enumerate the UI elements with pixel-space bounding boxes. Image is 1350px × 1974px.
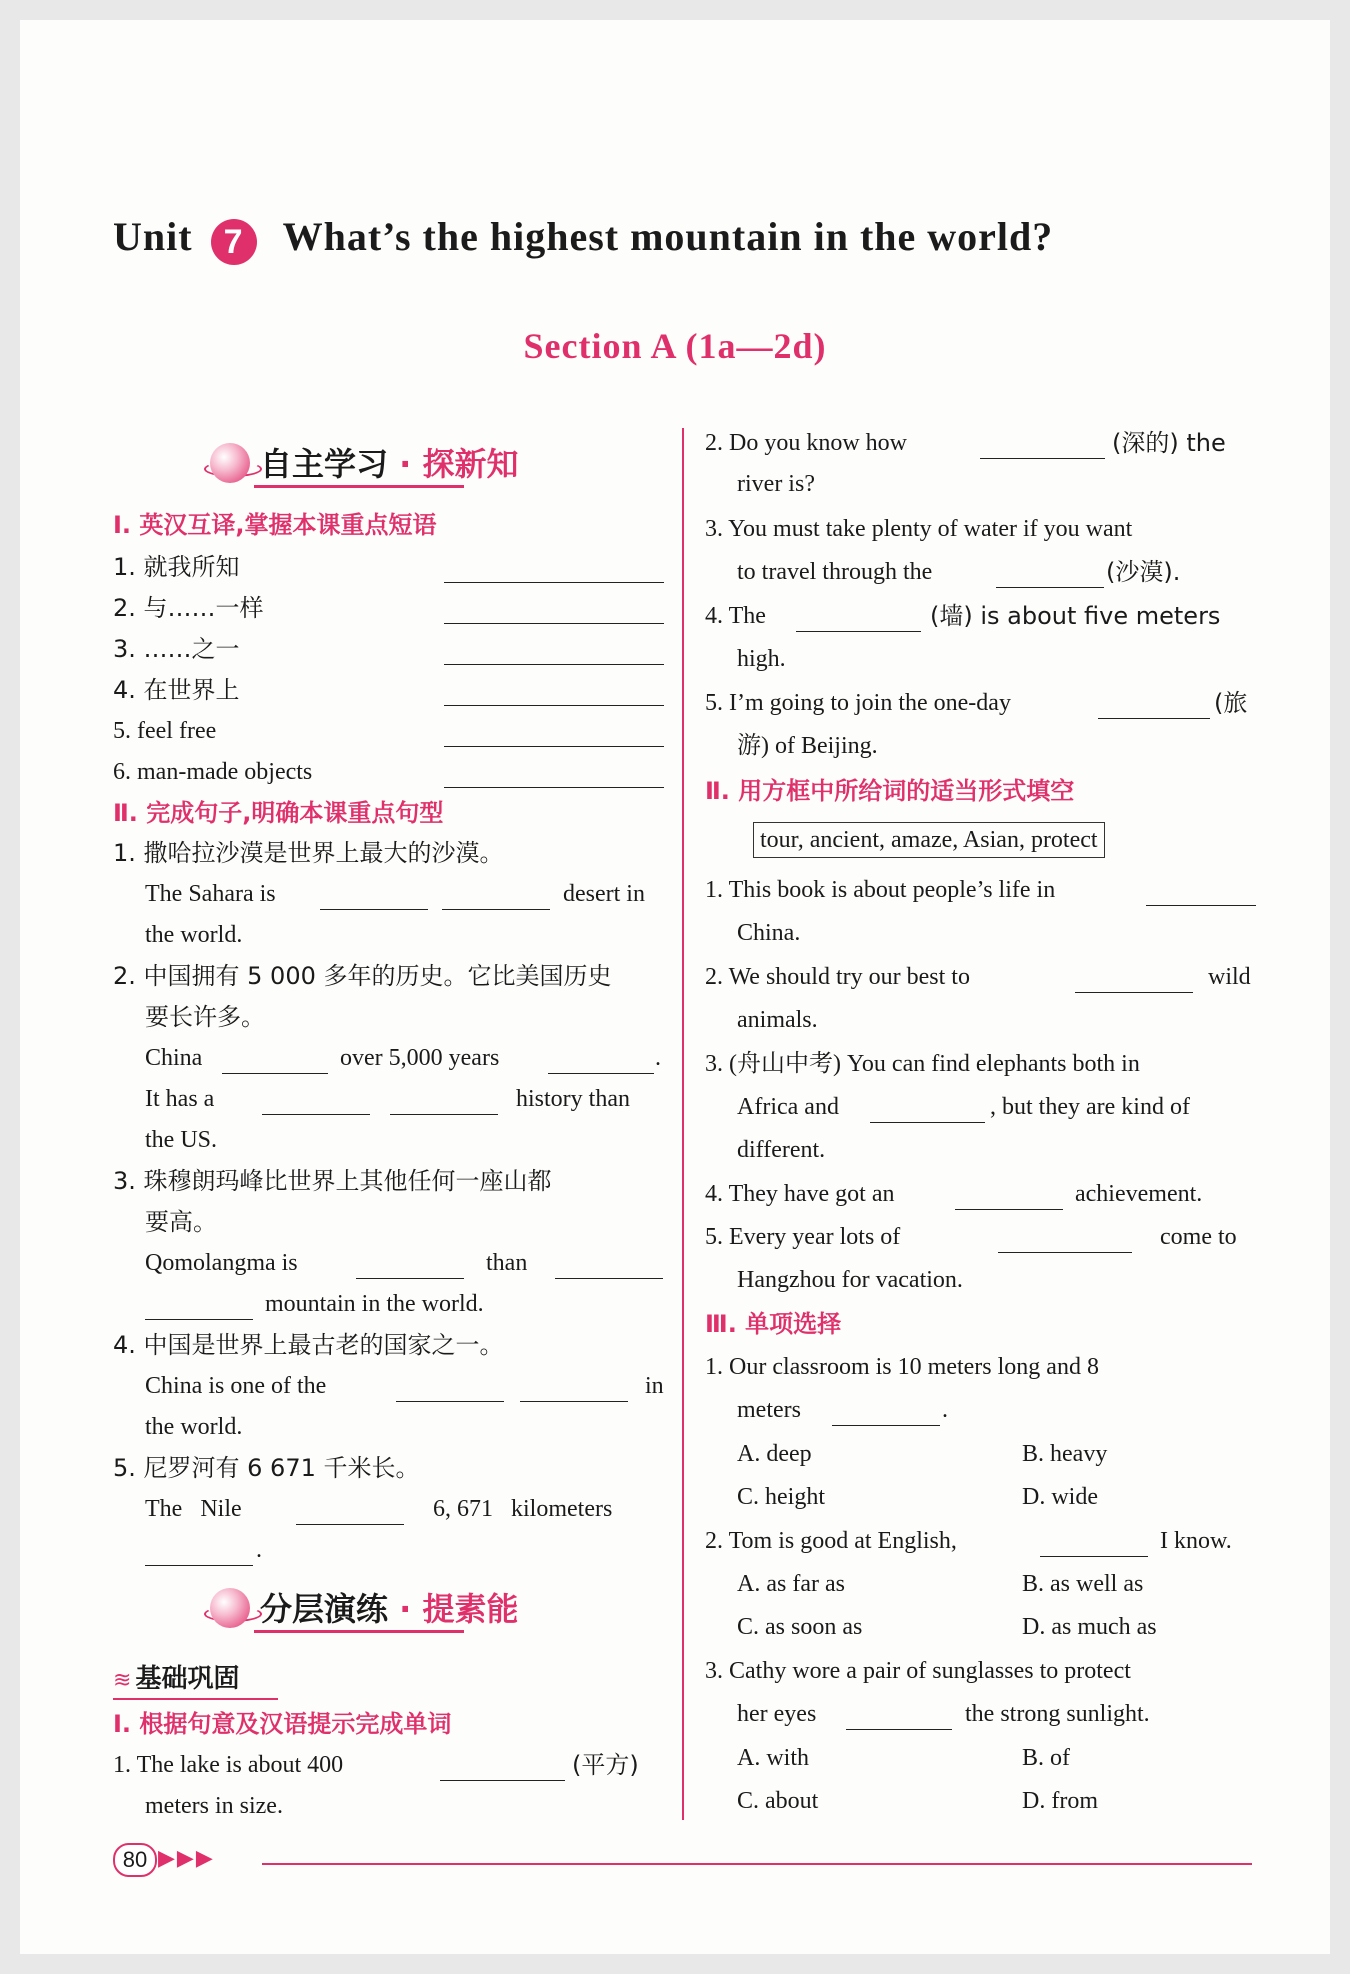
list-item: 3. ……之一 (113, 635, 240, 663)
part3-heading: Ⅰ. 根据句意及汉语提示完成单词 (113, 1710, 452, 1738)
option-d[interactable]: D. from (1022, 1788, 1098, 1814)
banner-self-study (210, 435, 570, 487)
question-text: different. (737, 1137, 826, 1163)
part3-heading: Ⅲ. 单项选择 (705, 1310, 842, 1338)
question-text: 1. The lake is about 400 (113, 1752, 344, 1778)
question-text: 2. Tom is good at English, (705, 1528, 957, 1554)
section-title: Section A (1a—2d) (523, 326, 827, 366)
question-text: . (655, 1045, 661, 1071)
answer-blank[interactable] (955, 1187, 1063, 1210)
banner-highlight: 提素能 (422, 1590, 519, 1628)
question-text: The Nile (145, 1496, 242, 1522)
question-text: wild (1208, 964, 1251, 990)
list-item: 5. feel free (113, 718, 217, 744)
question-zh: 5. 尼罗河有 6 671 千米长。 (113, 1454, 420, 1482)
banner-practice (210, 1580, 570, 1632)
question-text: 5. I’m going to join the one-day (705, 690, 1011, 716)
question-text: The Sahara is (145, 881, 276, 907)
option-a[interactable]: A. as far as (737, 1571, 845, 1597)
answer-blank[interactable] (444, 683, 664, 706)
question-text: the US. (145, 1127, 217, 1153)
answer-blank[interactable] (444, 724, 664, 747)
book-icon: ≋ (113, 1668, 132, 1693)
basic-consolidation-label (113, 1658, 239, 1695)
page-number: 80 (113, 1843, 157, 1877)
answer-blank[interactable] (262, 1092, 370, 1115)
question-hint: (墙) is about five meters (930, 602, 1221, 630)
question-text: Hangzhou for vacation. (737, 1267, 963, 1293)
question-zh: 4. 中国是世界上最古老的国家之一。 (113, 1331, 504, 1359)
answer-blank[interactable] (1075, 970, 1193, 993)
question-text: Africa and (737, 1094, 839, 1120)
question-text: mountain in the world. (265, 1291, 484, 1317)
part1-heading: Ⅰ. 英汉互译,掌握本课重点短语 (113, 511, 437, 539)
banner-underline (254, 1630, 464, 1633)
question-text: 6, 671 kilometers (433, 1496, 613, 1522)
option-c[interactable]: C. height (737, 1484, 825, 1510)
list-item: 6. man-made objects (113, 759, 313, 785)
list-item: 1. 就我所知 (113, 553, 240, 581)
question-text: China (145, 1045, 203, 1071)
basic-label-text: 基础巩固 (135, 1664, 240, 1694)
question-text: achievement. (1075, 1181, 1203, 1207)
answer-blank[interactable] (520, 1379, 628, 1402)
answer-blank[interactable] (222, 1051, 328, 1074)
question-text: desert in (563, 881, 645, 907)
question-text: the world. (145, 1414, 243, 1440)
part2-heading: Ⅱ. 完成句子,明确本课重点句型 (113, 799, 444, 827)
question-text: 2. Do you know how (705, 430, 907, 456)
question-text: 1. Our classroom is 10 meters long and 8 (705, 1354, 1099, 1380)
question-hint: (深的) the (1112, 429, 1226, 457)
question-text: China. (737, 920, 801, 946)
question-text: 1. This book is about people’s life in (705, 877, 1056, 903)
unit-title (113, 213, 1053, 265)
question-text: . (942, 1397, 948, 1423)
question-text: her eyes (737, 1701, 817, 1727)
unit-title-text: What’s the highest mountain in the world? (282, 214, 1054, 259)
question-zh: 2. 中国拥有 5 000 多年的历史。它比美国历史 (113, 962, 612, 990)
option-c[interactable]: C. about (737, 1788, 819, 1814)
column-divider (682, 428, 684, 1820)
question-text: history than (516, 1086, 630, 1112)
answer-blank[interactable] (980, 436, 1105, 459)
answer-blank[interactable] (996, 565, 1104, 588)
answer-blank[interactable] (796, 609, 921, 632)
part2-heading: Ⅱ. 用方框中所给词的适当形式填空 (705, 777, 1075, 805)
question-text: Qomolangma is (145, 1250, 298, 1276)
answer-blank[interactable] (444, 560, 664, 583)
answer-blank[interactable] (320, 887, 428, 910)
question-text: , but they are kind of (990, 1094, 1190, 1120)
banner-highlight: 探新知 (422, 445, 519, 483)
question-text: . (256, 1537, 262, 1563)
question-text: meters (737, 1397, 801, 1423)
list-item: 4. 在世界上 (113, 676, 240, 704)
option-d[interactable]: D. wide (1022, 1484, 1098, 1510)
question-text: China is one of the (145, 1373, 327, 1399)
question-zh: 1. 撒哈拉沙漠是世界上最大的沙漠。 (113, 839, 504, 867)
question-text: to travel through the (737, 559, 933, 585)
question-hint: (沙漠). (1106, 558, 1181, 586)
word-box: tour, ancient, amaze, Asian, protect (753, 822, 1105, 858)
question-zh: 要高。 (145, 1208, 217, 1236)
question-text: 4. They have got an (705, 1181, 895, 1207)
answer-blank[interactable] (870, 1100, 985, 1123)
banner-underline (254, 485, 464, 488)
banner-main: 分层演练 (260, 1590, 389, 1628)
answer-blank[interactable] (444, 765, 664, 788)
banner-dot: · (399, 1590, 412, 1628)
question-text: come to (1160, 1224, 1237, 1250)
option-b[interactable]: B. as well as (1022, 1571, 1144, 1597)
question-text: than (486, 1250, 528, 1276)
question-hint: (平方) (572, 1751, 639, 1779)
arrow-decoration-icon: ▶▶▶ (158, 1846, 215, 1871)
label-underline (113, 1698, 278, 1700)
answer-blank[interactable] (832, 1403, 940, 1426)
answer-blank[interactable] (145, 1297, 253, 1320)
question-text: the world. (145, 922, 243, 948)
answer-blank[interactable] (1098, 696, 1210, 719)
banner-dot: · (399, 445, 412, 483)
question-text: 4. The (705, 603, 766, 629)
question-hint: (旅 (1214, 689, 1248, 717)
question-text: meters in size. (145, 1793, 283, 1819)
answer-blank[interactable] (390, 1092, 498, 1115)
unit-number-badge: 7 (211, 219, 257, 265)
question-text: the strong sunlight. (965, 1701, 1150, 1727)
question-text: I know. (1160, 1528, 1232, 1554)
answer-blank[interactable] (442, 887, 550, 910)
question-text: animals. (737, 1007, 818, 1033)
option-a[interactable]: A. with (737, 1745, 809, 1771)
option-a[interactable]: A. deep (737, 1441, 812, 1467)
globe-ball-icon (210, 1588, 250, 1628)
answer-blank[interactable] (998, 1230, 1132, 1253)
option-c[interactable]: C. as soon as (737, 1614, 863, 1640)
question-text: river is? (737, 471, 815, 497)
banner-main: 自主学习 (260, 445, 389, 483)
answer-blank[interactable] (555, 1256, 663, 1279)
question-text: 2. We should try our best to (705, 964, 970, 990)
question-text: 3. You must take plenty of water if you want (705, 516, 1133, 542)
question-text: 3. Cathy wore a pair of sunglasses to protect (705, 1658, 1131, 1684)
question-zh: 要长许多。 (145, 1003, 265, 1031)
answer-blank[interactable] (1040, 1534, 1148, 1557)
answer-blank[interactable] (444, 601, 664, 624)
answer-blank[interactable] (440, 1758, 565, 1781)
answer-blank[interactable] (396, 1379, 504, 1402)
question-text: 游) of Beijing. (737, 733, 878, 759)
question-text: high. (737, 646, 786, 672)
question-text: 3. (舟山中考) You can find elephants both in (705, 1051, 1140, 1077)
question-text: in (645, 1373, 664, 1399)
footer-rule (262, 1863, 1252, 1865)
answer-blank[interactable] (548, 1051, 654, 1074)
answer-blank[interactable] (145, 1543, 253, 1566)
option-b[interactable]: B. of (1022, 1745, 1070, 1771)
question-zh: 3. 珠穆朗玛峰比世界上其他任何一座山都 (113, 1167, 552, 1195)
answer-blank[interactable] (444, 642, 664, 665)
question-text: 5. Every year lots of (705, 1224, 901, 1250)
answer-blank[interactable] (296, 1502, 404, 1525)
unit-label: Unit (113, 214, 193, 259)
option-b[interactable]: B. heavy (1022, 1441, 1108, 1467)
answer-blank[interactable] (1146, 883, 1256, 906)
answer-blank[interactable] (356, 1256, 464, 1279)
option-d[interactable]: D. as much as (1022, 1614, 1157, 1640)
question-text: It has a (145, 1086, 215, 1112)
question-text: over 5,000 years (340, 1045, 500, 1071)
answer-blank[interactable] (846, 1707, 952, 1730)
list-item: 2. 与……一样 (113, 594, 264, 622)
globe-ball-icon (210, 443, 250, 483)
